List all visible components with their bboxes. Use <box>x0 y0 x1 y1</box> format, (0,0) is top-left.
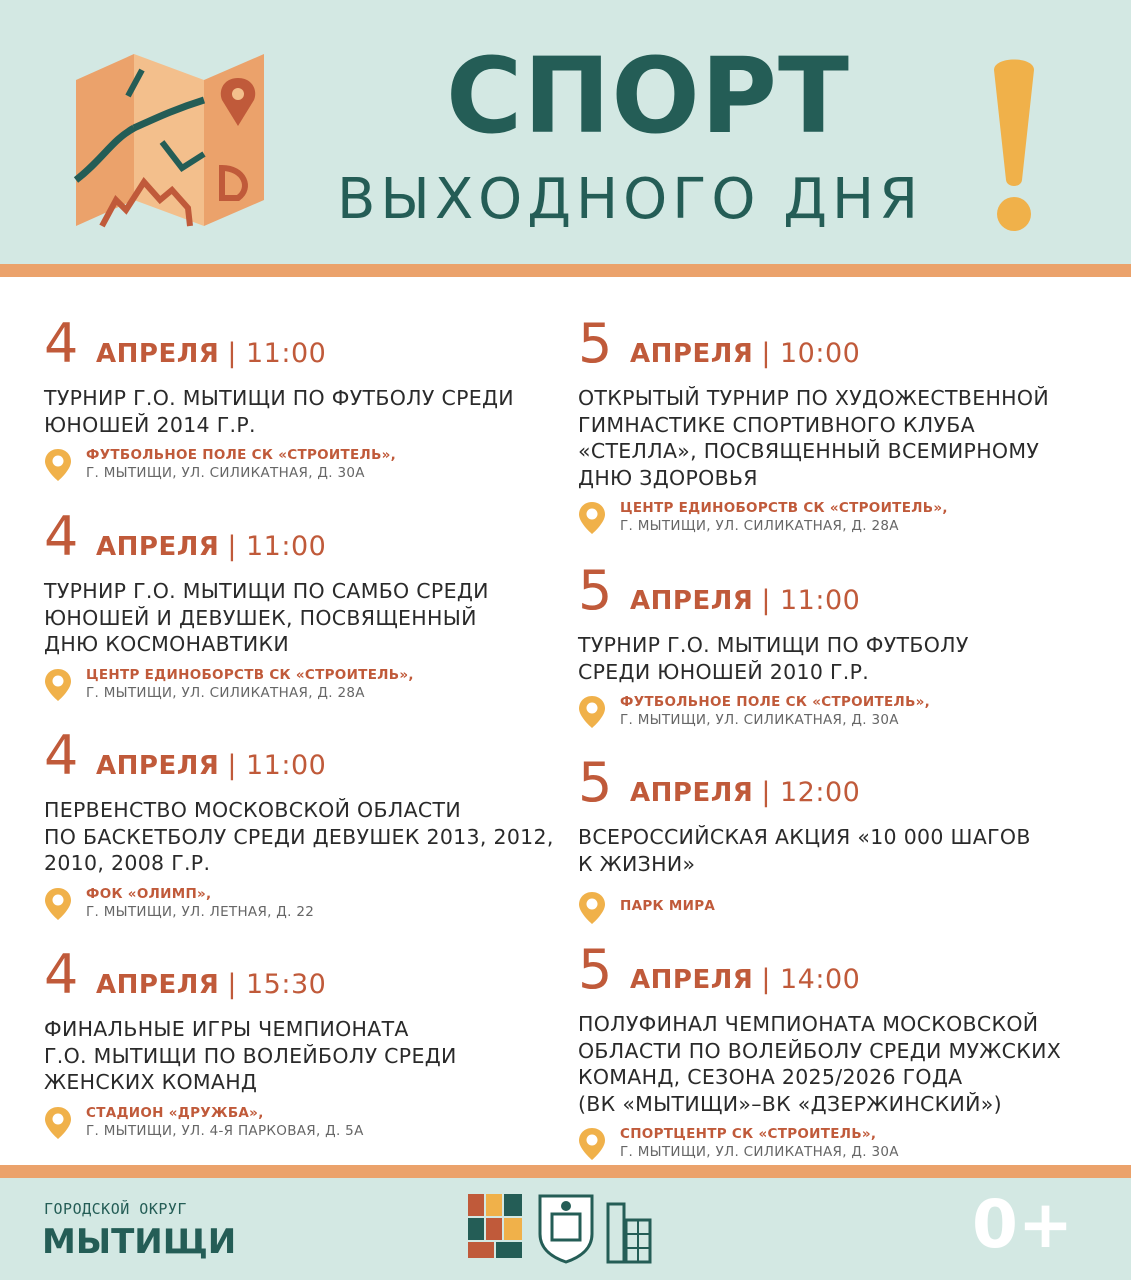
location-name: СПОРТЦЕНТР СК «СТРОИТЕЛЬ», <box>620 1126 877 1142</box>
event-time: | 12:00 <box>761 777 861 808</box>
event-location <box>578 889 1098 925</box>
buildings-icon <box>608 1204 650 1262</box>
event-item <box>44 505 564 702</box>
event-title-line: ПОЛУФИНАЛ ЧЕМПИОНАТА МОСКОВСКОЙ <box>578 1012 1039 1036</box>
event-item <box>44 312 564 482</box>
location-address: Г. МЫТИЩИ, УЛ. СИЛИКАТНАЯ, Д. 30А <box>620 1144 899 1160</box>
page-title: СПОРТ <box>446 35 850 157</box>
event-time: | 11:00 <box>227 531 327 562</box>
location-name: ФУТБОЛЬНОЕ ПОЛЕ СК «СТРОИТЕЛЬ», <box>86 447 397 463</box>
event-title-line: ПО БАСКЕТБОЛУ СРЕДИ ДЕВУШЕК 2013, 2012, <box>44 824 554 849</box>
event-location <box>578 499 1098 535</box>
event-title-line: ОБЛАСТИ ПО ВОЛЕЙБОЛУ СРЕДИ МУЖСКИХ <box>578 1038 1062 1063</box>
event-title-line: 2010, 2008 Г.Р. <box>44 851 211 875</box>
location-address: Г. МЫТИЩИ, УЛ. СИЛИКАТНАЯ, Д. 30А <box>620 712 899 728</box>
event-date <box>578 938 1098 1001</box>
event-title-line: КОМАНД, СЕЗОНА 2025/2026 ГОДА <box>578 1065 963 1089</box>
event-title-line: ПЕРВЕНСТВО МОСКОВСКОЙ ОБЛАСТИ <box>44 798 461 822</box>
event-item <box>44 943 564 1140</box>
exclamation-icon <box>986 52 1042 236</box>
event-title <box>44 1016 564 1096</box>
event-item <box>578 559 1098 729</box>
event-title <box>578 385 1098 491</box>
location-name: ПАРК МИРА <box>620 898 716 914</box>
event-day: 5 <box>578 751 613 814</box>
location-pin-icon <box>44 1106 72 1140</box>
event-title-line: ОТКРЫТЫЙ ТУРНИР ПО ХУДОЖЕСТВЕННОЙ <box>578 386 1049 410</box>
event-title-line: ЮНОШЕЙ И ДЕВУШЕК, ПОСВЯЩЕННЫЙ <box>44 605 477 630</box>
event-day: 4 <box>44 724 79 787</box>
event-time: | 10:00 <box>761 338 861 369</box>
event-title-line: ВСЕРОССИЙСКАЯ АКЦИЯ «10 000 ШАГОВ <box>578 825 1031 849</box>
event-title-line: К ЖИЗНИ» <box>578 851 696 876</box>
event-month: АПРЕЛЯ <box>96 532 220 562</box>
event-item <box>578 312 1098 535</box>
event-month: АПРЕЛЯ <box>630 339 754 369</box>
location-address: Г. МЫТИЩИ, УЛ. СИЛИКАТНАЯ, Д. 28А <box>620 518 899 534</box>
event-item <box>44 724 564 921</box>
event-location <box>44 885 564 921</box>
event-date <box>44 505 564 568</box>
event-time: | 15:30 <box>227 969 327 1000</box>
coat-of-arms-icon <box>540 1196 592 1262</box>
event-location <box>44 1104 564 1140</box>
location-pin-icon <box>578 501 606 535</box>
okrug-name: МЫТИЩИ <box>42 1222 237 1262</box>
event-location <box>578 1125 1098 1161</box>
event-month: АПРЕЛЯ <box>630 778 754 808</box>
event-day: 5 <box>578 312 613 375</box>
event-month: АПРЕЛЯ <box>630 965 754 995</box>
header-banner <box>0 0 1131 264</box>
event-month: АПРЕЛЯ <box>630 586 754 616</box>
event-title <box>44 385 564 438</box>
event-time: | 11:00 <box>227 750 327 781</box>
event-title-line: ЖЕНСКИХ КОМАНД <box>44 1070 258 1094</box>
event-day: 5 <box>578 559 613 622</box>
event-title-line: ФИНАЛЬНЫЕ ИГРЫ ЧЕМПИОНАТА <box>44 1017 409 1041</box>
footer <box>0 1178 1131 1280</box>
event-date <box>578 312 1098 375</box>
age-rating-badge: 0+ <box>972 1186 1074 1263</box>
location-pin-icon <box>44 887 72 921</box>
event-month: АПРЕЛЯ <box>96 970 220 1000</box>
event-title-line: (ВК «МЫТИЩИ»–ВК «ДЗЕРЖИНСКИЙ») <box>578 1091 1002 1116</box>
event-month: АПРЕЛЯ <box>96 339 220 369</box>
event-time: | 14:00 <box>761 964 861 995</box>
event-date <box>44 943 564 1006</box>
event-day: 4 <box>44 505 79 568</box>
event-title <box>578 824 1098 877</box>
event-title-line: ТУРНИР Г.О. МЫТИЩИ ПО САМБО СРЕДИ <box>44 579 489 603</box>
event-item <box>578 751 1098 925</box>
event-time: | 11:00 <box>761 585 861 616</box>
page-subtitle: ВЫХОДНОГО ДНЯ <box>336 167 923 232</box>
event-title <box>44 797 564 877</box>
footer-divider <box>0 1165 1131 1178</box>
event-item <box>578 938 1098 1161</box>
location-address: Г. МЫТИЩИ, УЛ. СИЛИКАТНАЯ, Д. 30А <box>86 465 365 481</box>
location-address: Г. МЫТИЩИ, УЛ. 4-Я ПАРКОВАЯ, Д. 5А <box>86 1122 364 1139</box>
event-day: 4 <box>44 943 79 1006</box>
mytishchi-logo-icon <box>468 1194 522 1258</box>
event-date <box>44 312 564 375</box>
event-title-line: ГИМНАСТИКЕ СПОРТИВНОГО КЛУБА <box>578 412 975 437</box>
event-title <box>44 578 564 658</box>
header-divider <box>0 264 1131 277</box>
event-day: 4 <box>44 312 79 375</box>
event-title-line: ТУРНИР Г.О. МЫТИЩИ ПО ФУТБОЛУ СРЕДИ <box>44 386 514 410</box>
location-address: Г. МЫТИЩИ, УЛ. СИЛИКАТНАЯ, Д. 28А <box>86 684 365 701</box>
event-month: АПРЕЛЯ <box>96 751 220 781</box>
event-location <box>44 446 564 482</box>
event-location <box>578 693 1098 729</box>
event-date <box>578 559 1098 622</box>
event-time: | 11:00 <box>227 338 327 369</box>
okrug-label: ГОРОДСКОЙ ОКРУГ <box>44 1200 187 1218</box>
location-name: ЦЕНТР ЕДИНОБОРСТВ СК «СТРОИТЕЛЬ», <box>620 500 948 516</box>
location-address: Г. МЫТИЩИ, УЛ. ЛЕТНАЯ, Д. 22 <box>86 903 315 920</box>
location-pin-icon <box>44 448 72 482</box>
location-pin-icon <box>578 1127 606 1161</box>
event-date <box>578 751 1098 814</box>
event-title-line: Г.О. МЫТИЩИ ПО ВОЛЕЙБОЛУ СРЕДИ <box>44 1043 457 1068</box>
event-date <box>44 724 564 787</box>
event-title-line: СРЕДИ ЮНОШЕЙ 2010 Г.Р. <box>578 659 870 684</box>
map-icon <box>72 50 268 230</box>
event-day: 5 <box>578 938 613 1001</box>
location-pin-icon <box>578 695 606 729</box>
event-title-line: ЮНОШЕЙ 2014 Г.Р. <box>44 412 256 437</box>
location-name: ФУТБОЛЬНОЕ ПОЛЕ СК «СТРОИТЕЛЬ», <box>620 694 931 710</box>
event-title <box>578 632 1098 685</box>
event-title-line: ТУРНИР Г.О. МЫТИЩИ ПО ФУТБОЛУ <box>578 633 969 657</box>
location-name: ФОК «ОЛИМП», <box>86 885 212 902</box>
event-title-line: ДНЮ ЗДОРОВЬЯ <box>578 465 758 490</box>
location-pin-icon <box>44 668 72 702</box>
event-title <box>578 1011 1098 1117</box>
partner-logos <box>468 1194 658 1264</box>
events-list <box>0 277 1131 1166</box>
event-location <box>44 666 564 702</box>
event-title-line: ДНЮ КОСМОНАВТИКИ <box>44 632 289 656</box>
location-name: ЦЕНТР ЕДИНОБОРСТВ СК «СТРОИТЕЛЬ», <box>86 666 414 683</box>
location-pin-icon <box>578 891 606 925</box>
location-name: СТАДИОН «ДРУЖБА», <box>86 1104 264 1121</box>
event-title-line: «СТЕЛЛА», ПОСВЯЩЕННЫЙ ВСЕМИРНОМУ <box>578 439 1040 463</box>
